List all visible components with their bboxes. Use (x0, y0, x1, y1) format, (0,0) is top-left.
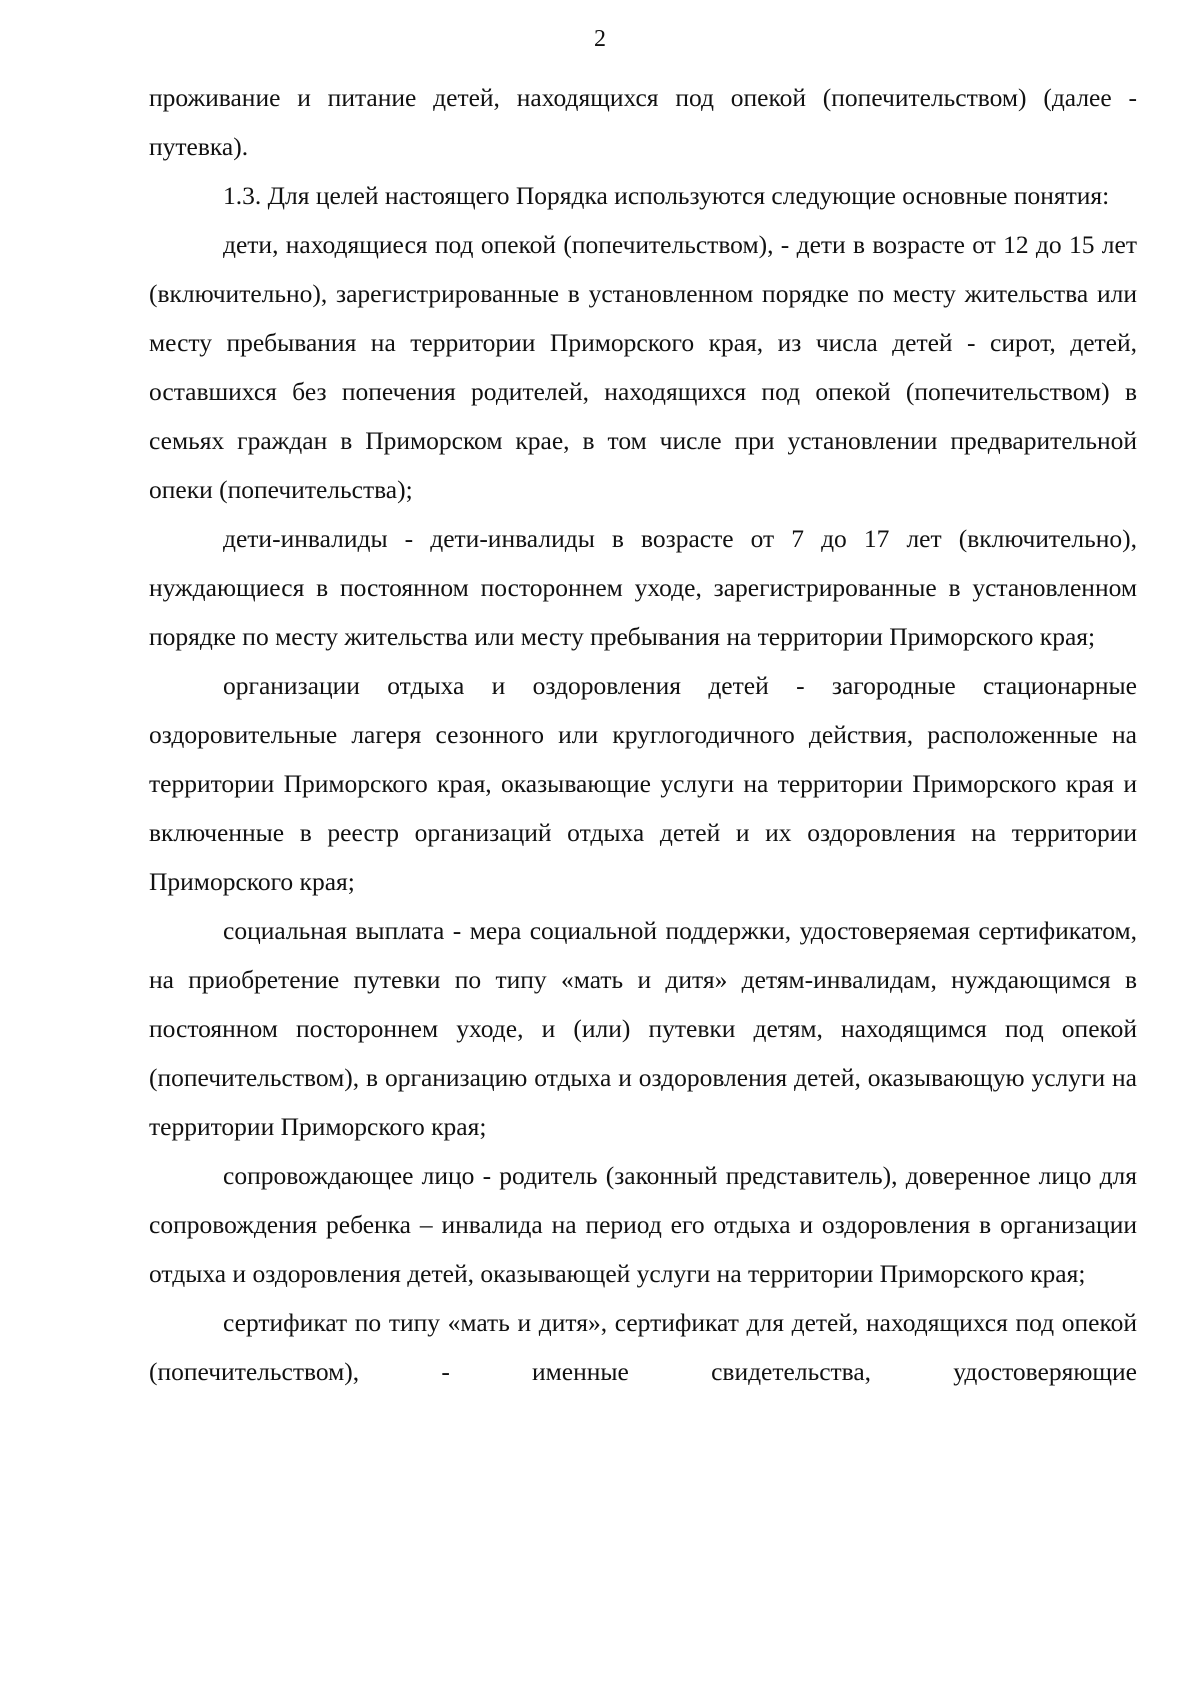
paragraph-definition-social-payment: социальная выплата - мера социальной поддержки, удостоверяемая сертификатом, на приобретение путевки по типу «мать и дитя» детям-инвалидам, нуждающимся в постоянном постороннем уходе, и (или) путевки детям, находящимся под опекой (попечительством), в организацию отдыха и оздоровления детей, оказывающую услуги на территории Приморского края; (149, 916, 1137, 1141)
paragraph-definition-recreation-organizations: организации отдыха и оздоровления детей - загородные стационарные оздоровительные лагеря сезонного или круглогодичного действия, расположенные на территории Приморского края, оказывающие услуги на территории Приморского края и включенные в реестр организаций отдыха детей и их оздоровления на территории Приморского края; (149, 671, 1137, 896)
paragraph-section-1-3: 1.3. Для целей настоящего Порядка используются следующие основные понятия: (223, 181, 1110, 210)
paragraph-continuation: проживание и питание детей, находящихся под опекой (попечительством) (далее - путевка). (149, 83, 1137, 161)
paragraph-definition-disabled-children: дети-инвалиды - дети-инвалиды в возрасте от 7 до 17 лет (включительно), нуждающиеся в постоянном постороннем уходе, зарегистрированные в установленном порядке по месту жительства или месту пребывания на территории Приморского края; (149, 524, 1137, 651)
page-number: 2 (594, 26, 606, 52)
paragraph-definition-certificate: сертификат по типу «мать и дитя», сертификат для детей, находящихся под опекой (попечительством), - именные свидетельства, удостоверяющие (149, 1308, 1137, 1386)
document-body (149, 73, 1137, 1396)
paragraph-definition-children-under-guardianship: дети, находящиеся под опекой (попечительством), - дети в возрасте от 12 до 15 лет (включительно), зарегистрированные в установленном порядке по месту жительства или месту пребывания на территории Приморского края, из числа детей - сирот, детей, оставшихся без попечения родителей, находящихся под опекой (попечительством) в семьях граждан в Приморском крае, в том числе при установлении предварительной опеки (попечительства); (149, 230, 1137, 504)
paragraph-definition-accompanying-person: сопровождающее лицо - родитель (законный представитель), доверенное лицо для сопровождения ребенка – инвалида на период его отдыха и оздоровления в организации отдыха и оздоровления детей, оказывающей услуги на территории Приморского края; (149, 1161, 1137, 1288)
